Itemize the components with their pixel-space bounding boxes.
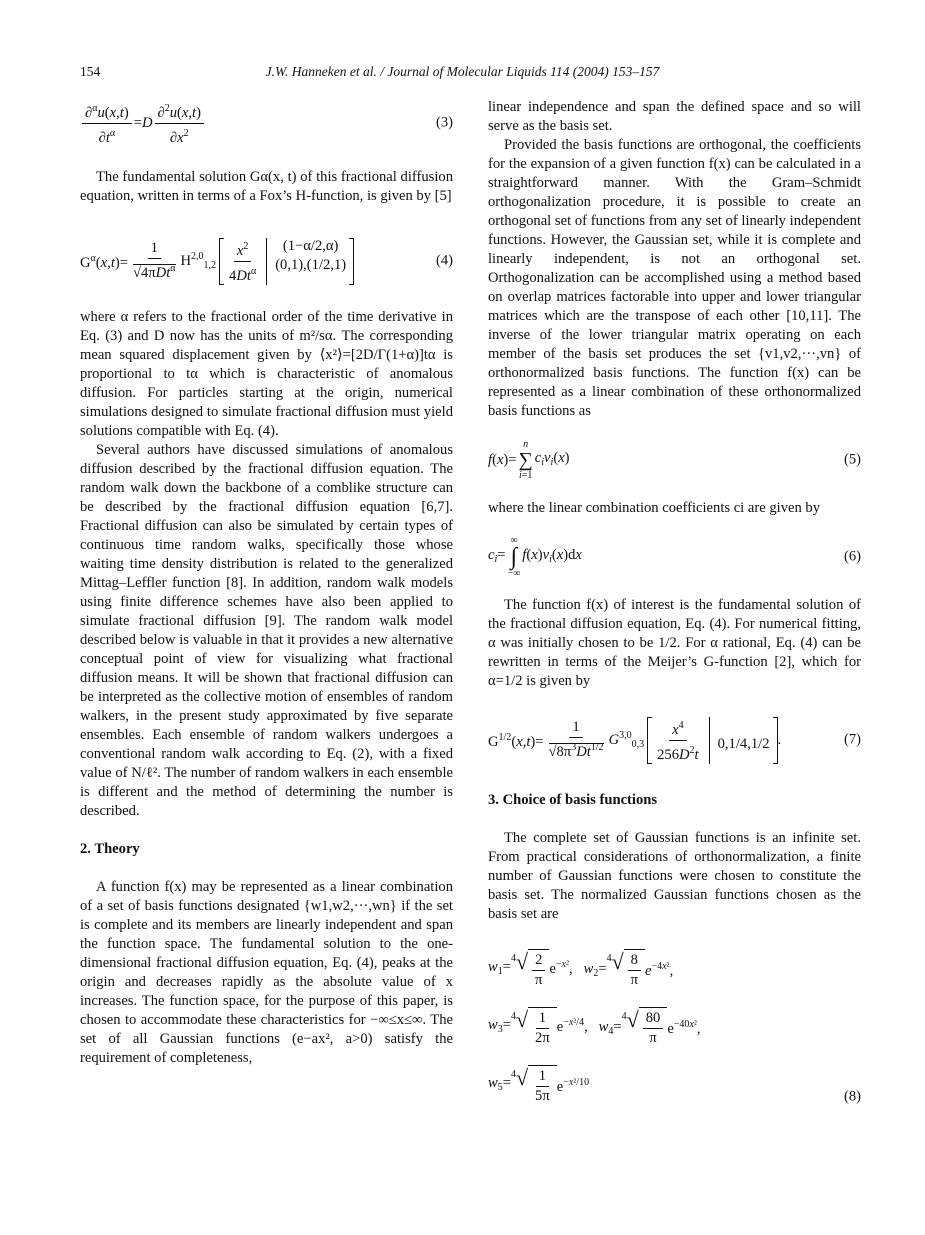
equation-8-line2: $w_3=$ 4 √ $\frac{1}{2\pi}$ $e^{-x^2/4}$, $w_4=$ 4 √ $\frac{80}{\pi}$ $e^{-40x^2}$, xyxy=(488,1007,701,1046)
equation-5-number: (5) xyxy=(843,451,861,468)
equation-4: $G^\alpha(x,t)=$ $\frac{1}{√4\pi Dt^\alpha}$ H$^{2,0}_{1,2}$ $\frac{x^2}{4Dt^\alpha}$ (1−α/2,α) (0,1),(1/2,1) (4) xyxy=(80,237,453,284)
equation-6-number: (6) xyxy=(843,548,861,565)
paragraph: Several authors have discussed simulations of anomalous diffusion described by the fractional diffusion equation. The random walk down the backbone of a comblike structure can be described by the fractional diffusion equation [6,7]. Fractional diffusion can also be simulated by certain types of continuous time random walks, specifically those whose waiting time density distribution is related to the generalized Mittag–Leffler function [8]. In addition, random walk models using finite difference schemes have also been applied to simulate fractional diffusion [9]. The random walk model described below is valuable in that it provides a new alternative conceptual point of view for visualizing what fractional diffusion means. It will be shown that fractional diffusion can be interpreted as the collective motion of ensembles of random walkers, in the present study approximated by five separate ensembles. Each ensemble of random walkers undergoes a conventional random walk according to Eq. (2), with a fixed value of N/ℓ². The number of random walkers in each ensemble is different and the method of determining the number is described. xyxy=(80,442,453,819)
equation-6: $c_i=$ ∞ ∫ −∞ $f(x)v_i(x)dx$ (6) xyxy=(488,535,861,579)
paragraph: Provided the basis functions are orthogonal, the coefficients for the expansion of a given function f(x) can be calculated in a straightforward manner. With the Gram–Schmidt orthogonalization procedure, it is possible to create an orthogonal set of functions from any set of linearly independent functions. However, the Gaussian set, while it is complete and linearly independent, is not an orthogonal set. Orthogonalization can be accomplished using a method based on overlap matrices factorable into upper and lower triangular matrices which are the transpose of each other [10,11]. The inverse of the lower triangular matrix operating on each member of the basis set produces the set {v1,v2,···,vn} of orthonormalized basis functions. The function f(x) can be represented as a linear combination of these orthonormalized basis functions as xyxy=(488,137,861,419)
paragraph: linear independence and span the defined space and so will serve as the basis set. xyxy=(488,99,861,134)
equation-4-number: (4) xyxy=(435,252,453,269)
section-heading-basis-functions: 3. Choice of basis functions xyxy=(488,792,658,808)
equation-3: $\frac{\partial^\alpha u(x,t)}{\partial t^\alpha}$ =D $\frac{\partial^2u(x,t)}{\partial x^2}$ (3) xyxy=(80,98,453,148)
equation-7-number: (7) xyxy=(843,731,861,748)
paragraph: The complete set of Gaussian functions is an infinite set. From practical considerations of orthonormalization, a finite number of Gaussian functions were chosen to constitute the basis set. The normalized Gaussian functions chosen as the basis set are xyxy=(488,830,861,922)
equation-8-line3: $w_5=$ 4 √ $\frac{1}{5\pi}$ $e^{-x^2/10}$ (8) xyxy=(488,1065,861,1105)
paragraph: The fundamental solution Gα(x, t) of this fractional diffusion equation, written in terms of a Fox’s H-function, is given by [5] xyxy=(80,169,453,204)
left-column xyxy=(80,98,453,1068)
page-number: 154 xyxy=(80,64,101,79)
paragraph: where α refers to the fractional order of the time derivative in Eq. (3) and D now has the units of m²/sα. The corresponding mean squared displacement given by ⟨x²⟩=[2D/Γ(1+α)]tα is proportional to tα which is characteristic of anomalous diffusion. For particles starting at the origin, numerical simulations designed to simulate fractional diffusion must yield solutions compatible with Eq. (4). xyxy=(80,309,453,439)
right-column xyxy=(488,98,861,1114)
equation-3-number: (3) xyxy=(435,114,453,131)
section-heading-theory: 2. Theory xyxy=(80,841,140,857)
running-title: J.W. Hanneken et al. / Journal of Molecular Liquids 114 (2004) 153–157 xyxy=(265,64,660,79)
paragraph: where the linear combination coefficients ci are given by xyxy=(488,500,821,516)
equation-8-line1: $w_1=$ 4 √ $\frac{2}{\pi}$ $e^{-x^2}$, $w_2=$ 4 √ $\frac{8}{\pi}$ $e^{-4x^2}$, xyxy=(488,949,674,988)
paragraph: The function f(x) of interest is the fundamental solution of the fractional diffusion equation, Eq. (4). For numerical fitting, α was initially chosen to be 1/2. For α rational, Eq. (4) can be rewritten in terms of the Meijer’s G-function [2], which for α=1/2 is given by xyxy=(488,597,861,689)
paragraph: A function f(x) may be represented as a linear combination of a set of basis functions designated {w1,w2,···,wn} if the set is complete and its members are linearly independent and span the function space. The fundamental solution to the one-dimensional fractional diffusion equation, Eq. (4), peaks at the origin and decreases rapidly as the absolute value of x increases. The function space, for the purpose of this paper, is chosen to accommodate these characteristics for −∞≤x≤∞. The set of all Gaussian functions (e−ax², a>0) satisfy the requirement of completeness, xyxy=(80,879,453,1066)
running-header xyxy=(80,64,845,82)
equation-5: f(x)= n ∑ i=1 $c_iv_i(x)$ (5) xyxy=(488,439,861,481)
equation-7: $G^{1/2}(x,t)=$ $\frac{1}{√8\pi^3Dt^{1/2}}$ G$^{3,0}_{0,3}$ $\frac{x^4}{256D^2t}$ 0,1/4,1/2 . (7) xyxy=(488,701,861,779)
equation-8-number: (8) xyxy=(843,1088,861,1105)
